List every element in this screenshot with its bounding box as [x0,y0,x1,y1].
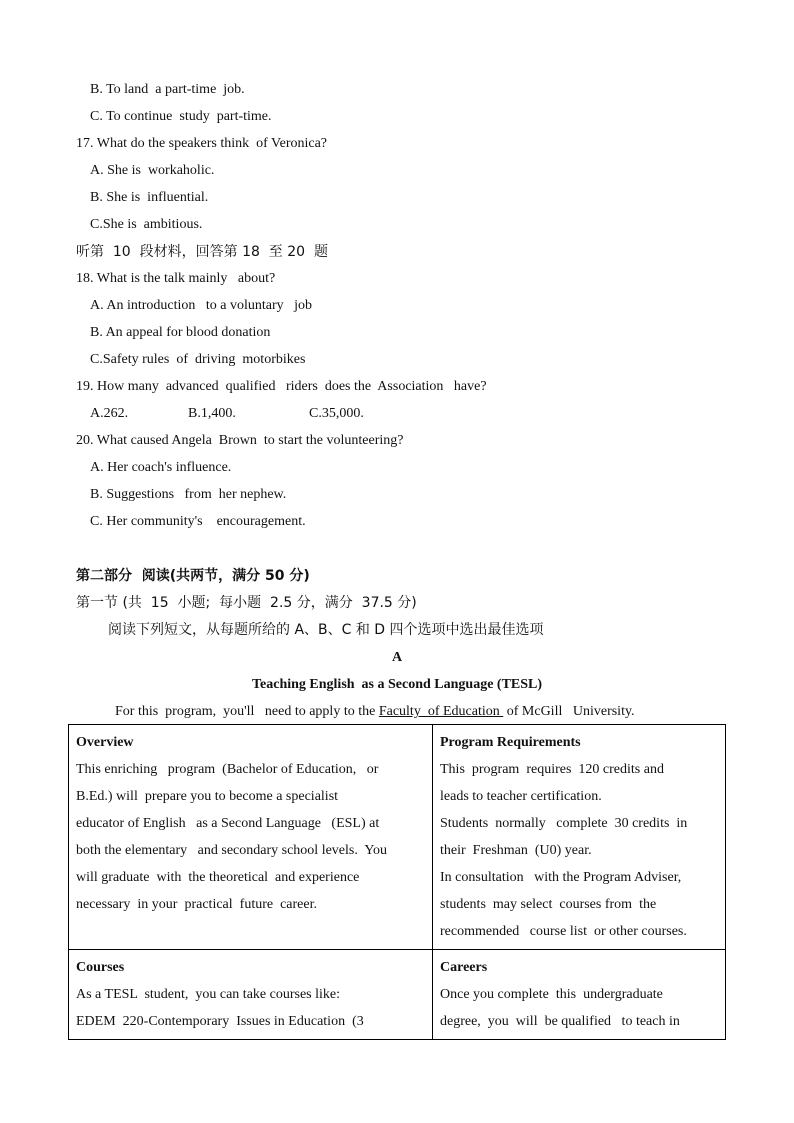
careers-line: degree, you will be qualified to teach in [440,1014,680,1029]
q20-option-a: A. Her coach's influence. [90,460,232,475]
q19-option-b: B.1,400. [188,406,236,421]
overview-line: will graduate with the theoretical and experience [76,870,360,885]
overview-line: This enriching program (Bachelor of Education, or [76,762,379,777]
part-two-title: 第二部分 阅读(共两节，满分 50 分) [76,568,310,584]
requirements-line: Students normally complete 30 credits in [440,816,688,831]
q17-option-b: B. She is influential. [90,190,209,205]
courses-heading: Courses [76,960,125,975]
q18-option-b: B. An appeal for blood donation [90,325,271,340]
q16-option-b: B. To land a part-time job. [90,82,245,97]
q20-option-b: B. Suggestions from her nephew. [90,487,287,502]
careers-cell [433,950,726,1040]
q17-question: 17. What do the speakers think of Veronica? [76,136,328,151]
overview-line: necessary in your practical future career. [76,897,317,912]
q18-option-a: A. An introduction to a voluntary job [90,298,313,313]
overview-line: educator of English as a Second Language (ESL) at [76,816,380,831]
requirements-line: their Freshman (U0) year. [440,843,592,858]
courses-cell [69,950,433,1040]
q19-option-a: A.262. [90,406,129,421]
faculty-of-education-link: Faculty of Education [378,704,504,719]
q17-option-a: A. She is workaholic. [90,163,215,178]
overview-cell [69,725,433,950]
q20-option-c: C. Her community's encouragement. [90,514,306,529]
q16-option-c: C. To continue study part-time. [90,109,272,124]
section-10-instruction: 听第 10 段材料，回答第 18 至 20 题 [76,244,328,260]
q18-question: 18. What is the talk mainly about? [76,271,276,286]
q19-option-c: C.35,000. [309,406,364,421]
requirements-line: leads to teacher certification. [440,789,602,804]
overview-heading: Overview [76,735,134,750]
careers-line: Once you complete this undergraduate [440,987,663,1002]
reading-instruction: 阅读下列短文，从每题所给的 A、B、C 和 D 四个选项中选出最佳选项 [108,622,544,638]
q17-option-c: C.She is ambitious. [90,217,203,232]
requirements-line: recommended course list or other courses. [440,924,687,939]
requirements-cell [433,725,726,950]
q19-question: 19. How many advanced qualified riders does the Association have? [76,379,487,394]
intro-text-before: For this program, you'll need to apply to the [115,704,379,719]
section-one-title: 第一节 (共 15 小题; 每小题 2.5 分，满分 37.5 分) [76,595,417,611]
requirements-line: This program requires 120 credits and [440,762,664,777]
passage-label: A [391,650,403,665]
q18-option-c: C.Safety rules of driving motorbikes [90,352,306,367]
overview-line: both the elementary and secondary school levels. You [76,843,388,858]
courses-line: As a TESL student, you can take courses like: [76,987,340,1002]
requirements-line: In consultation with the Program Adviser, [440,870,682,885]
tesl-info-table [68,724,726,1040]
careers-heading: Careers [440,960,488,975]
requirements-line: students may select courses from the [440,897,657,912]
requirements-heading: Program Requirements [440,735,581,750]
passage-title: Teaching English as a Second Language (TESL) [251,677,543,692]
passage-intro [115,702,635,722]
overview-line: B.Ed.) will prepare you to become a specialist [76,789,339,804]
courses-line: EDEM 220-Contemporary Issues in Education (3 [76,1014,364,1029]
q20-question: 20. What caused Angela Brown to start the volunteering? [76,433,404,448]
intro-text-after: of McGill University. [503,704,635,719]
